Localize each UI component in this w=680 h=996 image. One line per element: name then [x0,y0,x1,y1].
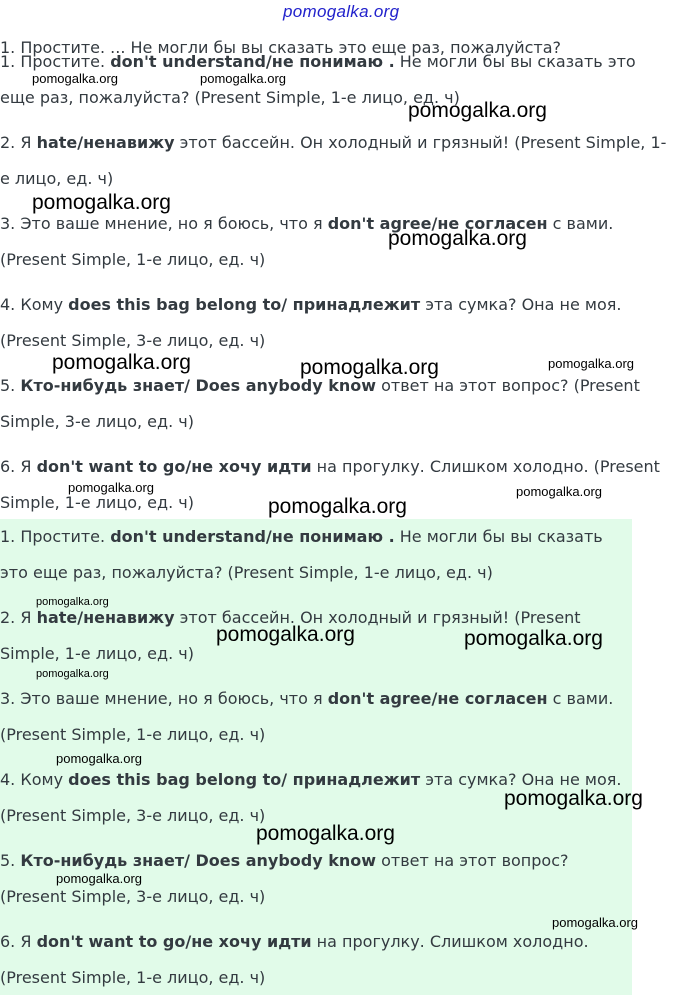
item-answer: don't agree/не согласен [327,689,548,708]
watermark: pomogalka.org [548,356,634,371]
item-text-pre: Я [15,133,37,152]
item-text-pre: Я [15,932,37,951]
item-number: 1. [0,52,16,71]
item-number: 3. [0,214,16,233]
watermark: pomogalka.org [256,822,395,845]
watermark: pomogalka.org [216,623,355,646]
item-text-pre: Простите. [15,527,111,546]
watermark: pomogalka.org [300,356,439,379]
item-text-post: с вами. (Present Simple, 1-е лицо, ед. ч) [0,214,614,269]
item-text-post: ответ на этот вопрос? (Present Simple, 3-е лицо, ед. ч) [0,376,640,431]
item-answer: don't agree/не согласен [327,214,548,233]
site-link[interactable]: pomogalka.org [283,2,400,21]
item-text-post: Не могли бы вы сказать это еще раз, пожалуйста? (Present Simple, 1-е лицо, ед. ч) [0,52,636,107]
item-text-post: этот бассейн. Он холодный и грязный! (Present Simple, 1-е лицо, ед. ч) [0,133,667,188]
answers-block-white [0,44,672,530]
watermark: pomogalka.org [68,480,154,495]
item-number: 5. [0,376,16,395]
item-text-post: этот бассейн. Он холодный и грязный! (Present Simple, 1-е лицо, ед. ч) [0,608,581,663]
answer-item-4 [0,287,672,359]
item-answer: Кто-нибудь знает/ Does anybody know [20,376,377,395]
item-answer: don't want to go/не хочу идти [36,932,312,951]
watermark: pomogalka.org [200,71,286,86]
item-text-post: ответ на этот вопрос? (Present Simple, 3-е лицо, ед. ч) [0,851,569,906]
item-text-post: на прогулку. Слишком холодно. (Present Simple, 1-е лицо, ед. ч) [0,932,589,987]
item-answer: don't understand/не понимаю . [110,52,395,71]
watermark: pomogalka.org [32,71,118,86]
watermark: pomogalka.org [56,871,142,886]
watermark: pomogalka.org [516,484,602,499]
item-number: 6. [0,457,16,476]
answer-item-3 [0,206,672,278]
watermark: pomogalka.org [36,596,109,608]
item-number: 2. [0,133,16,152]
item-number: 3. [0,689,16,708]
item-text-post: эта сумка? Она не моя. (Present Simple, 3-е лицо, ед. ч) [0,770,622,825]
watermark: pomogalka.org [268,495,407,518]
item-text-post: Не могли бы вы сказать это еще раз, пожалуйста? (Present Simple, 1-е лицо, ед. ч) [0,527,603,582]
item-text-pre: Простите. [15,52,111,71]
item-text-post: эта сумка? Она не моя. (Present Simple, 3-е лицо, ед. ч) [0,295,622,350]
watermark: pomogalka.org [56,751,142,766]
item-answer: hate/ненавижу [36,608,175,627]
watermark: pomogalka.org [36,668,109,680]
item-answer: does this bag belong to/ принадлежит [68,770,421,789]
item-number: 2. [0,608,16,627]
item-answer: hate/ненавижу [36,133,175,152]
answer-item-2 [0,125,672,197]
item-text-pre: Это ваше мнение, но я боюсь, что я [15,214,328,233]
item-text-pre: Кому [15,770,69,789]
item-answer: don't understand/не понимаю . [110,527,395,546]
answer-item-3 [0,681,632,753]
item-answer: does this bag belong to/ принадлежит [68,295,421,314]
watermark: pomogalka.org [408,99,547,122]
answer-item-6 [0,924,632,996]
item-text-pre: Кому [15,295,69,314]
watermark: pomogalka.org [32,191,171,214]
item-text-post: на прогулку. Слишком холодно. (Present Simple, 1-е лицо, ед. ч) [0,457,660,512]
item-text-pre: Я [15,457,37,476]
watermark: pomogalka.org [504,787,643,810]
item-text-pre: Это ваше мнение, но я боюсь, что я [15,689,328,708]
watermark: pomogalka.org [464,627,603,650]
item-text-pre: Я [15,608,37,627]
item-text-post: с вами. (Present Simple, 1-е лицо, ед. ч) [0,689,614,744]
answer-item-1 [0,519,632,591]
watermark: pomogalka.org [552,915,638,930]
item-number: 1. [0,527,16,546]
cut-off-text-line: 1. Простите. ... Не могли бы вы сказать это еще раз, пожалуйста? [0,38,562,57]
item-number: 4. [0,295,16,314]
item-number: 6. [0,932,16,951]
item-answer: Кто-нибудь знает/ Does anybody know [20,851,377,870]
item-number: 4. [0,770,16,789]
watermark: pomogalka.org [52,351,191,374]
item-answer: don't want to go/не хочу идти [36,457,312,476]
item-number: 5. [0,851,16,870]
watermark: pomogalka.org [388,227,527,250]
